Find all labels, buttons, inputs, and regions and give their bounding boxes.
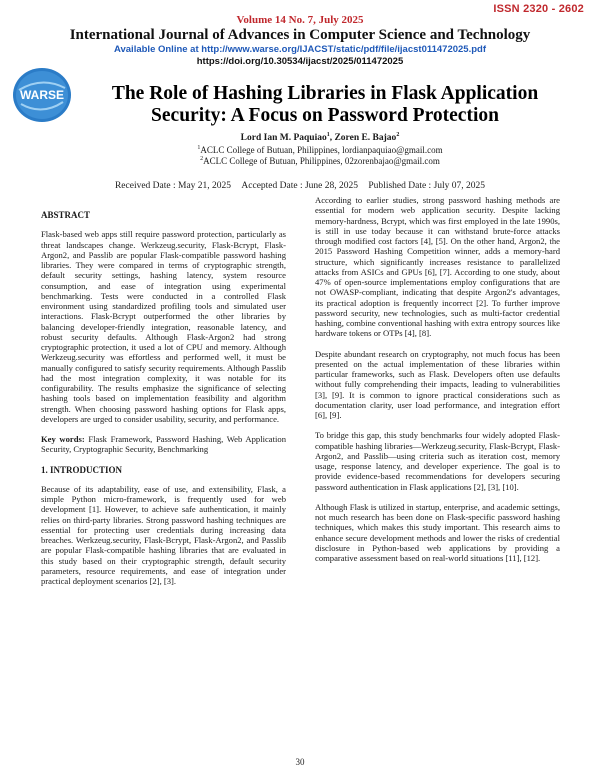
paper-title-line-2: Security: A Focus on Password Protection bbox=[151, 105, 499, 126]
right-paragraph-3: To bridge this gap, this study benchmarks four widely adopted Flask-compatible hashing libraries—Werkzeug.security, Flask-Bcrypt, Flask-Argon2, and Passlib—using criteria such as iteration cost, memory usage, response latency, and developer experience. The goal is to provide evidence-based recommendations for developers securing password authentication in Flask applications [2], [3], [10]. bbox=[315, 430, 560, 492]
author-sup-1: 1 bbox=[326, 131, 330, 138]
author-names-text: Lord Ian M. Paquiao$^1$, Zoren E. Bajao$^2$ bbox=[240, 131, 400, 143]
received-date: Received Date : May 21, 2025 bbox=[114, 181, 232, 191]
keywords-text: Flask Framework, Password Hashing, Web Application Security, Cryptographic Security, Benchmarking bbox=[41, 434, 286, 455]
logo-text: WARSE bbox=[19, 88, 65, 102]
affiliation-2-sup: 2 bbox=[200, 156, 204, 162]
page-number: 30 bbox=[295, 757, 305, 767]
keywords-label: Key words: bbox=[41, 434, 85, 444]
affiliation-1-text: ACLC College of Butuan, Philippines, lordianpaquiao@gmail.com bbox=[200, 144, 443, 155]
affiliation-2-text: ACLC College of Butuan, Philippines, 02zorenbajao@gmail.com bbox=[203, 156, 440, 166]
journal-masthead bbox=[40, 14, 560, 68]
paper-title bbox=[80, 83, 570, 127]
warse-logo bbox=[11, 66, 73, 124]
dates-line bbox=[40, 181, 560, 191]
left-column bbox=[41, 210, 286, 596]
introduction-heading: 1. INTRODUCTION bbox=[41, 464, 123, 475]
author-block bbox=[100, 133, 540, 168]
published-date: Published Date : July 07, 2025 bbox=[368, 181, 486, 191]
affiliation-1 bbox=[100, 145, 540, 157]
abstract-heading: ABSTRACT bbox=[41, 210, 91, 220]
right-paragraph-4: Although Flask is utilized in startup, enterprise, and academic settings, not much research has been done on Flask-specific password hashing techniques, which makes this study important. This research aims to enhance secure development methods and lower the risks of credential disclosure in Python-based web applications by providing a comparative assessment based on real-world situations [11], [12]. bbox=[315, 501, 560, 563]
right-column bbox=[315, 195, 560, 573]
available-online-link[interactable]: Available Online at http://www.warse.org/IJACST/static/pdf/file/ijacst011472025.pdf bbox=[113, 44, 487, 55]
doi-link[interactable]: https://doi.org/10.30534/ijacst/2025/011472025 bbox=[196, 56, 404, 67]
journal-title: International Journal of Advances in Computer Science and Technology bbox=[69, 27, 531, 43]
author-names bbox=[100, 133, 540, 145]
affiliation-1-sup: 1 bbox=[197, 144, 201, 151]
introduction-text: Because of its adaptability, ease of use, and extensibility, Flask, a simple Python micro-framework, is frequently used for web development [1]. However, to achieve safe authentication, it mainly relies on third-party libraries. Strong password hashing techniques are essential for protecting user credentials during increasing data breaches. Werkzeug.security, Flask-Bcrypt, Flask-Argon2, and Passlib are popular Flask-compatible hashing libraries that are evaluated in this study based on their cryptographic strength, default security parameters, resource requirements, and ease of integration under practical deployment scenarios [2], [3]. bbox=[41, 483, 286, 586]
abstract-text: Flask-based web apps still require password protection, particularly as threat landscapes change. Werkzeug.security, Flask-Bcrypt, Flask-Argon2, and Passlib are popular Flask-compatible password hashing libraries. They were compared in terms of cryptographic strength, default security settings, hashing latency, system resource consumption, and ease of integration using experimental benchmarking. Tests were conducted in a controlled Flask environment using standardized profiling tools and simulated user interactions. Flask-Bcrypt outperformed the other libraries by balancing developer-friendly integration, reasonable latency, and robust security defaults. Although Flask-Argon2 had strong cryptographic protection, it used a lot of CPU and memory. Although Werkzeug.security was effortless and performed well, it must be manually configured to satisfy security requirements. Although Passlib had the most integration complexity, it was notable for its configurability. The results emphasize the significance of selecting hashing tools based on implementation feasibility and algorithm strength. When choosing password hashing options for Flask apps, developers are urged to consider usability, security, and performance. bbox=[41, 229, 286, 424]
volume-line: Volume 14 No. 7, July 2025 bbox=[236, 14, 364, 26]
keywords bbox=[41, 434, 286, 455]
accepted-date: Accepted Date : June 28, 2025 bbox=[241, 181, 359, 191]
issn-label: ISSN 2320 - 2602 bbox=[493, 3, 584, 15]
right-paragraph-2: Despite abundant research on cryptography, not much focus has been presented on the actual implementation of these libraries within particular frameworks, such as Flask. Developers often use defaults without fully comprehending their impacts, leading to vulnerabilities [3], [9]. It is common to ignore practical considerations such as documentation clarity, user load performance, and integration effort [6], [9]. bbox=[315, 348, 560, 420]
author-sup-2: 2 bbox=[396, 131, 400, 138]
affiliation-2 bbox=[100, 156, 540, 168]
paper-title-line-1: The Role of Hashing Libraries in Flask Application bbox=[111, 83, 539, 104]
right-paragraph-1: According to earlier studies, strong password hashing methods are essential for modern web application security. Despite lacking memory-hardness, Bcrypt, which was first employed in the late 1990s, is still in use today because it can withstand brute-force attacks through modified cost factors [4], [5]. On the other hand, Argon2, the 2015 Password Hashing Competition winner, adds a memory-hard structure, which significantly increases resistance to parallelized attacks from ASICs and GPUs [6], [7]. According to one study, about 47% of open-source implementations employ configurations that are not OWASP-compliant, indicating that despite Argon2's advantages, its practical adoption is frequently incorrect [2]. To further improve password security, new technologies, such as multi-factor credential hashing, combine conventional hashing with extra entropy sources like hardware tokens or OTPs [4], [8]. bbox=[315, 195, 560, 339]
